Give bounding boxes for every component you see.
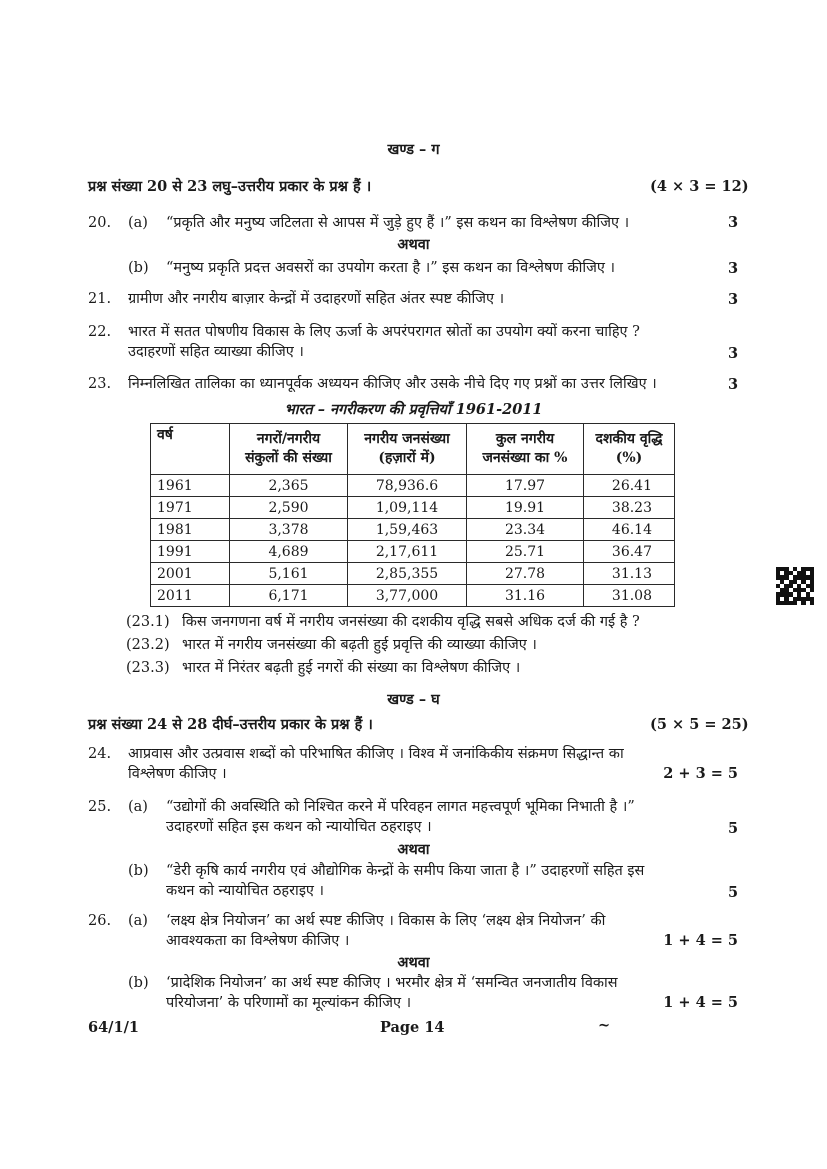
table-row [151, 475, 675, 497]
section-d-instruction: प्रश्न संख्या 24 से 28 दीर्घ–उत्तरीय प्रकार के प्रश्न हैं । [88, 716, 373, 733]
cell-towns: 6,171 [230, 585, 348, 607]
q23-1-text: किस जनगणना वर्ष में नगरीय जनसंख्या की दशकीय वृद्धि सबसे अधिक दर्ज की गई है ? [182, 614, 640, 630]
header-percent [467, 424, 584, 475]
header-towns-line2: संकुलों की संख्या [245, 450, 332, 466]
cell-year: 1971 [151, 497, 230, 519]
cell-percent: 17.97 [467, 475, 584, 497]
q20b-label: (b) [128, 260, 149, 276]
cell-towns: 5,161 [230, 563, 348, 585]
cell-towns: 2,590 [230, 497, 348, 519]
q23-2-label: (23.2) [126, 637, 170, 653]
q22-line1: भारत में सतत पोषणीय विकास के लिए ऊर्जा के अपरंपरागत स्रोतों का उपयोग क्यों करना चाहिए ? [128, 324, 640, 340]
cell-towns: 2,365 [230, 475, 348, 497]
q20a-label: (a) [128, 215, 148, 231]
table-title: भारत – नगरीकरण की प्रवृत्तियाँ 1961-2011 [284, 401, 543, 418]
q24-marks: 2 + 3 = 5 [663, 765, 738, 782]
cell-growth: 31.08 [584, 585, 675, 607]
q26b-marks: 1 + 4 = 5 [663, 994, 738, 1011]
cell-population: 2,17,611 [348, 541, 467, 563]
q25a-line2: उदाहरणों सहित इस कथन को न्यायोचित ठहराइए । [166, 819, 432, 835]
cell-year: 1981 [151, 519, 230, 541]
cell-growth: 31.13 [584, 563, 675, 585]
q26a-label: (a) [128, 913, 148, 929]
q20-or: अथवा [397, 236, 430, 253]
cell-percent: 23.34 [467, 519, 584, 541]
q21-marks: 3 [728, 291, 739, 308]
cell-population: 2,85,355 [348, 563, 467, 585]
cell-towns: 4,689 [230, 541, 348, 563]
header-towns-line1: नगरों/नगरीय [256, 431, 321, 447]
q26b-label: (b) [128, 975, 149, 991]
q25a-line1: “उद्योगों की अवस्थिति को निश्चित करने में परिवहन लागत महत्त्वपूर्ण भूमिका निभाती है ।” [166, 799, 635, 815]
q24-line2: विश्लेषण कीजिए । [128, 766, 227, 782]
cell-year: 2001 [151, 563, 230, 585]
cell-percent: 25.71 [467, 541, 584, 563]
cell-growth: 38.23 [584, 497, 675, 519]
q23-2-text: भारत में नगरीय जनसंख्या की बढ़ती हुई प्रवृत्ति की व्याख्या कीजिए । [182, 637, 537, 653]
q26b-line2: परियोजना’ के परिणामों का मूल्यांकन कीजिए । [166, 995, 412, 1011]
q20-number: 20. [88, 215, 112, 231]
table-row [151, 541, 675, 563]
q23-marks: 3 [728, 376, 739, 393]
q26a-line2: आवश्यकता का विश्लेषण कीजिए । [166, 933, 350, 949]
cell-population: 3,77,000 [348, 585, 467, 607]
cell-population: 78,936.6 [348, 475, 467, 497]
header-percent-line1: कुल नगरीय [495, 431, 555, 447]
q20a-text: “प्रकृति और मनुष्य जटिलता से आपस में जुड़े हुए हैं ।” इस कथन का विश्लेषण कीजिए । [166, 215, 630, 231]
header-year: वर्ष [151, 424, 230, 475]
q23-text: निम्नलिखित तालिका का ध्यानपूर्वक अध्ययन कीजिए और उसके नीचे दिए गए प्रश्नों का उत्तर लिखिए । [128, 376, 657, 392]
cell-year: 1961 [151, 475, 230, 497]
q26-number: 26. [88, 913, 112, 929]
section-c-marks: (4 × 3 = 12) [650, 178, 749, 195]
urbanisation-table [150, 423, 675, 607]
page-number: Page 14 [380, 1019, 445, 1036]
q26a-line1: ‘लक्ष्य क्षेत्र नियोजन’ का अर्थ स्पष्ट कीजिए । विकास के लिए ‘लक्ष्य क्षेत्र नियोजन’ की [166, 913, 606, 929]
section-c-instruction: प्रश्न संख्या 20 से 23 लघु–उत्तरीय प्रकार के प्रश्न हैं । [88, 178, 372, 195]
footer-mark: ~ [598, 1017, 611, 1034]
qr-code-icon [776, 567, 814, 605]
cell-percent: 27.78 [467, 563, 584, 585]
q26-or: अथवा [397, 954, 430, 971]
table-row [151, 519, 675, 541]
section-c-heading: खण्ड – ग [387, 141, 440, 158]
q21-number: 21. [88, 291, 112, 307]
cell-year: 1991 [151, 541, 230, 563]
q25-or: अथवा [397, 841, 430, 858]
header-towns [230, 424, 348, 475]
cell-growth: 36.47 [584, 541, 675, 563]
header-growth [584, 424, 675, 475]
header-population-line1: नगरीय जनसंख्या [364, 431, 450, 447]
cell-growth: 46.14 [584, 519, 675, 541]
q25b-marks: 5 [728, 884, 739, 901]
q25-number: 25. [88, 799, 112, 815]
section-d-marks: (5 × 5 = 25) [650, 716, 749, 733]
table-row [151, 585, 675, 607]
paper-code: 64/1/1 [88, 1019, 139, 1036]
header-population-line2: (हज़ारों में) [378, 450, 436, 466]
q25b-line2: कथन को न्यायोचित ठहराइए । [166, 883, 325, 899]
q20a-marks: 3 [728, 214, 739, 231]
q22-number: 22. [88, 324, 112, 340]
q26b-line1: ‘प्रादेशिक नियोजन’ का अर्थ स्पष्ट कीजिए । भरमौर क्षेत्र में ‘समन्वित जनजातीय विकास [166, 975, 618, 991]
header-population [348, 424, 467, 475]
cell-percent: 31.16 [467, 585, 584, 607]
q22-line2: उदाहरणों सहित व्याख्या कीजिए । [128, 344, 304, 360]
table-row [151, 563, 675, 585]
q23-number: 23. [88, 376, 112, 392]
cell-growth: 26.41 [584, 475, 675, 497]
q23-3-label: (23.3) [126, 660, 170, 676]
table-header-row [151, 424, 675, 475]
header-growth-line2: (%) [615, 450, 643, 466]
cell-towns: 3,378 [230, 519, 348, 541]
q24-line1: आप्रवास और उत्प्रवास शब्दों को परिभाषित कीजिए । विश्व में जनांकिकीय संक्रमण सिद्धान्त का [128, 746, 624, 762]
cell-population: 1,59,463 [348, 519, 467, 541]
q25b-label: (b) [128, 863, 149, 879]
header-percent-line2: जनसंख्या का % [482, 450, 568, 466]
q22-marks: 3 [728, 345, 739, 362]
q25a-label: (a) [128, 799, 148, 815]
header-growth-line1: दशकीय वृद्धि [595, 431, 663, 447]
q24-number: 24. [88, 746, 112, 762]
cell-population: 1,09,114 [348, 497, 467, 519]
q26a-marks: 1 + 4 = 5 [663, 932, 738, 949]
q25a-marks: 5 [728, 820, 739, 837]
q23-3-text: भारत में निरंतर बढ़ती हुई नगरों की संख्या का विश्लेषण कीजिए । [182, 660, 521, 676]
q20b-marks: 3 [728, 260, 739, 277]
cell-year: 2011 [151, 585, 230, 607]
q20b-text: “मनुष्य प्रकृति प्रदत्त अवसरों का उपयोग करता है ।” इस कथन का विश्लेषण कीजिए । [166, 260, 615, 276]
q25b-line1: “डेरी कृषि कार्य नगरीय एवं औद्योगिक केन्द्रों के समीप किया जाता है ।” उदाहरणों सहित इस [166, 863, 645, 879]
q23-1-label: (23.1) [126, 614, 170, 630]
cell-percent: 19.91 [467, 497, 584, 519]
q21-text: ग्रामीण और नगरीय बाज़ार केन्द्रों में उदाहरणों सहित अंतर स्पष्ट कीजिए । [128, 291, 505, 307]
table-row [151, 497, 675, 519]
section-d-heading: खण्ड – घ [387, 691, 440, 708]
